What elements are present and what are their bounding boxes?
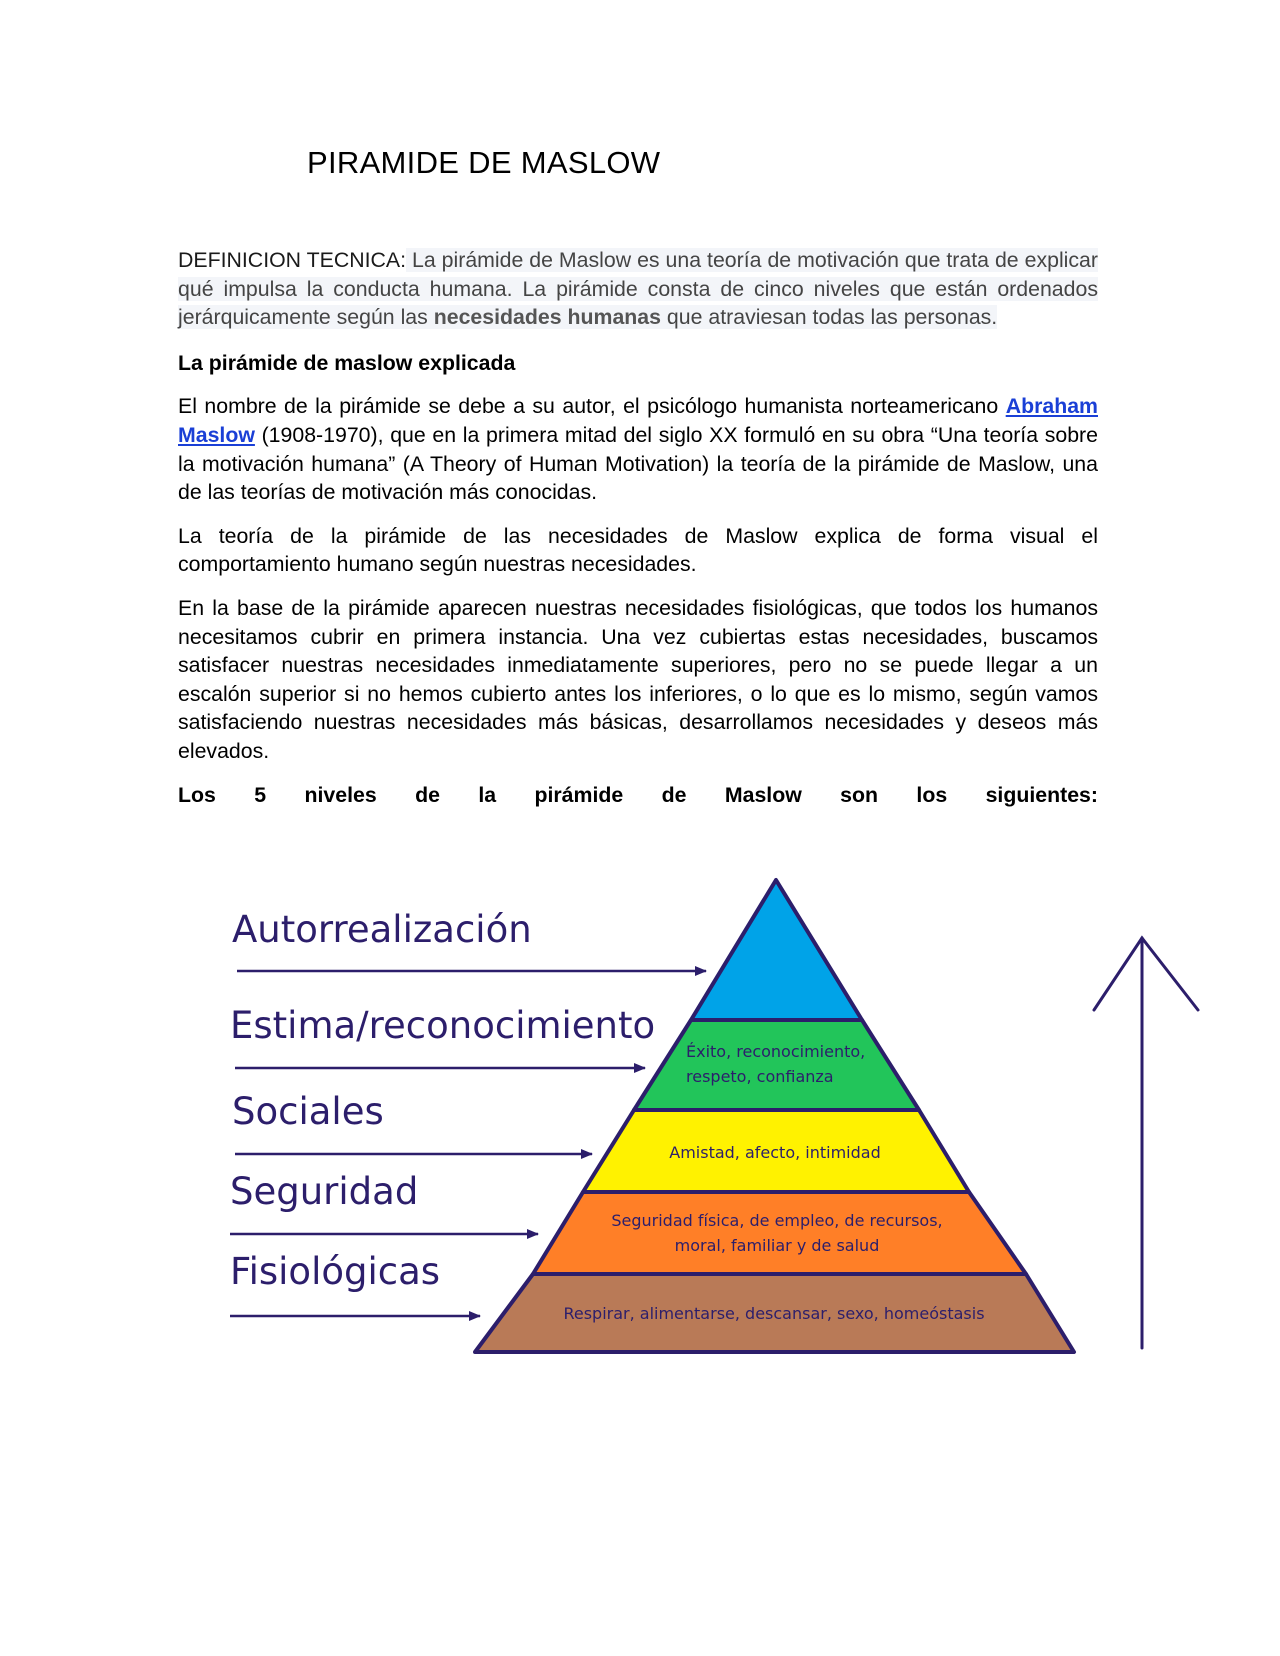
pyramid-level-2-line-1: Éxito, reconocimiento, [686,1042,866,1061]
paragraph-author-text-2: (1908-1970), que en la primera mitad del siglo XX formuló en su obra “Una teoría sobre la motivación humana” (A Theory of Human Motivation) la teoría de la pirámide de Maslow, una de las teorías de motivación más conocidas. [178,422,1098,505]
pyramid-level-2-band [634,1020,919,1110]
pyramid-level-2-label: Estima/reconocimiento [230,1004,656,1047]
levels-intro: Los 5 niveles de la pirámide de Maslow son los siguientes: [178,782,1098,807]
definition-text-2: que atraviesan todas las personas. [661,305,998,330]
paragraph-theory: La teoría de la pirámide de las necesidades de Maslow explica de forma visual el comportamiento humano según nuestras necesidades. [178,523,1098,577]
pyramid-level-4-label: Seguridad [230,1170,419,1213]
pyramid-svg [0,870,1280,1390]
section-subtitle: La pirámide de maslow explicada [178,350,516,375]
paragraph-base: En la base de la pirámide aparecen nuestras necesidades fisiológicas, que todos los humanos necesitamos cubrir en primera instancia. Una vez cubiertas estas necesidades, buscamos satisfacer nuestras necesidades inmediatamente superiores, pero no se puede llegar a un escalón superior si no hemos cubierto antes los inferiores, o lo que es lo mismo, según vamos satisfaciendo nuestras necesidades más básicas, desarrollamos necesidades y deseos más elevados. [178,595,1098,763]
hierarchy-up-arrow [1094,938,1198,1348]
definition-label: DEFINICION TECNICA: [178,248,407,272]
pyramid-level-5-line-1: Respirar, alimentarse, descansar, sexo, homeóstasis [563,1304,985,1323]
pyramid-level-4-line-2: moral, familiar y de salud [674,1236,880,1255]
definition-text-1: La pirámide de Maslow es una teoría de motivación que trata de explicar qué impulsa la conducta humana. La pirámide consta de cinco niveles que están ordenados jerárquicamente según las [178,248,1098,330]
pyramid-level-1-label: Autorrealización [232,908,532,951]
pyramid-level-2-line-2: respeto, confianza [686,1067,834,1086]
pyramid-level-4-band [533,1192,1026,1274]
definition-bold: necesidades humanas [433,305,661,330]
pyramid-level-3-label: Sociales [232,1090,384,1133]
pyramid-level-1-band [691,880,862,1020]
pyramid-level-4-line-1: Seguridad física, de empleo, de recursos, [611,1211,943,1230]
definition-paragraph [178,246,1098,332]
paragraph-author-text-1: El nombre de la pirámide se debe a su autor, el psicólogo humanista norteamericano [178,394,1006,419]
up-arrow-head [1094,938,1198,1010]
document-body [178,246,1098,809]
paragraph-author [178,392,1098,506]
pyramid-level-3-line-1: Amistad, afecto, intimidad [669,1143,881,1162]
abraham-maslow-link[interactable]: Abraham Maslow [178,394,1098,447]
pyramid-level-5-label: Fisiológicas [230,1250,441,1293]
maslow-pyramid-diagram [0,870,1280,1390]
page-title: PIRAMIDE DE MASLOW [307,145,661,180]
